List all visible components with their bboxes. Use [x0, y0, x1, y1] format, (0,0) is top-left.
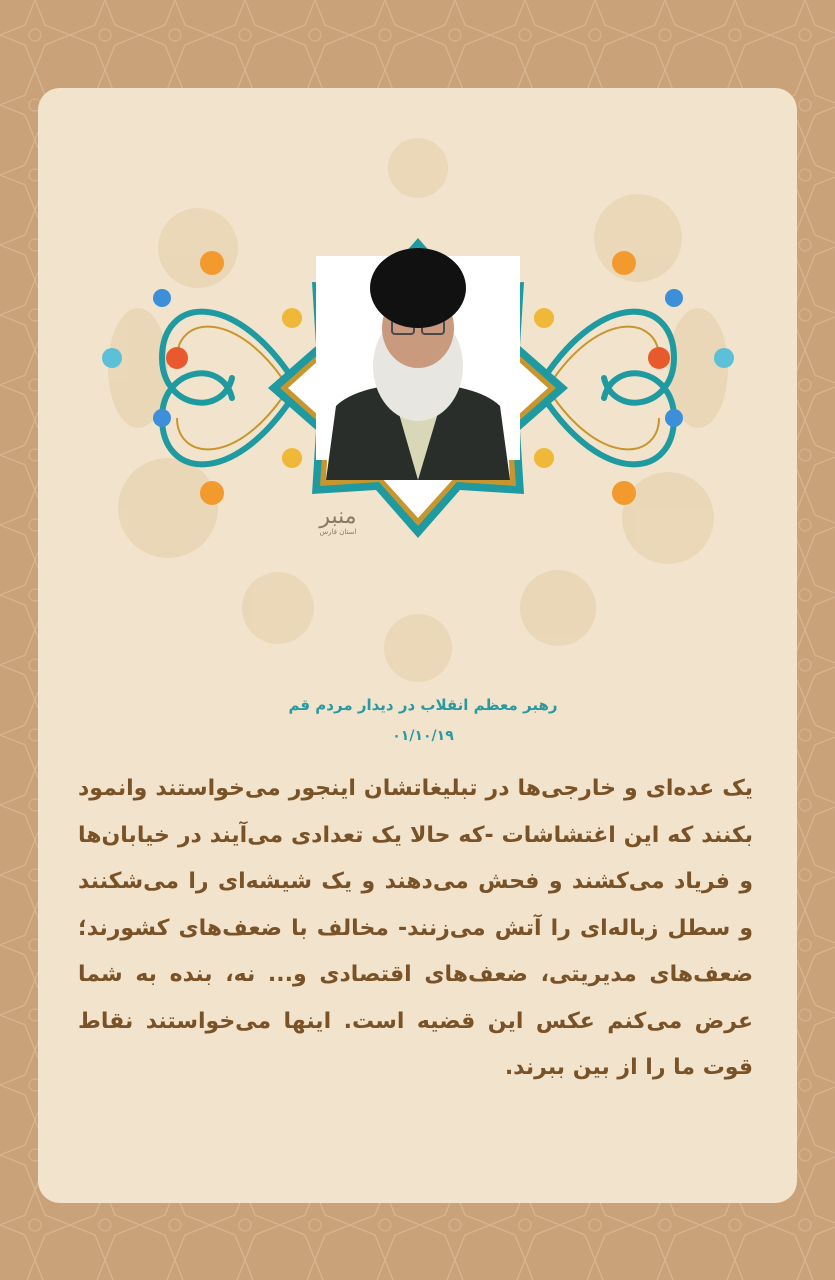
caption-title: رهبر معظم انقلاب در دیدار مردم قم — [288, 696, 558, 714]
quote-text: یک عده‌ای و خارجی‌ها در تبلیغاتشان اینجور می‌خواستند وانمود بکنند که این اغتشاشات -که حالا یک تعدادی می‌آیند در خیابان‌ها و فریاد می‌کشند و فحش می‌دهند و یک شیشه‌ای را می‌شکنند و سطل زباله‌ای را آتش می‌زنند- مخالف با ضعف‌های کشورند؛ ضعف‌های مدیریتی، ضعف‌های اقتصادی و... نه، بنده به شما عرض می‌کنم عکس این قضیه است. اینها می‌خواستند نقاط قوت ما را از بین ببرند. — [78, 776, 753, 1080]
content-card — [38, 88, 797, 1203]
logo-mark: منبر — [319, 504, 357, 529]
caption-date: ۰۱/۱۰/۱۹ — [392, 728, 454, 744]
monbar-logo-icon — [313, 506, 363, 548]
portrait-photo — [296, 236, 540, 480]
logo-subtitle: استان فارس — [319, 528, 357, 536]
